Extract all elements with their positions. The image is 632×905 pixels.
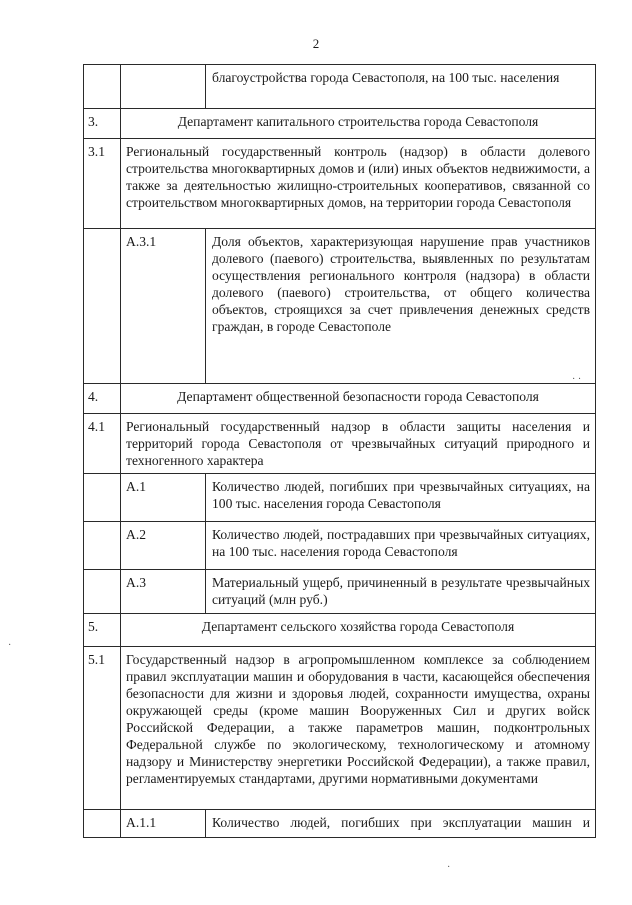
- indicator-code: А.2: [121, 522, 206, 570]
- page-number: 2: [312, 36, 320, 51]
- indicator-text: Количество людей, погибших при эксплуатации машин и: [206, 810, 596, 838]
- department-number: 4.: [84, 384, 121, 414]
- table-row-department: [84, 384, 596, 414]
- table-row-indicator: [84, 229, 596, 384]
- department-title: Департамент капитального строительства города Севастополя: [121, 109, 596, 139]
- department-title: Департамент сельского хозяйства города Севастополя: [121, 614, 596, 647]
- control-number: 4.1: [84, 414, 121, 474]
- department-number: 5.: [84, 614, 121, 647]
- cell-code-empty: [121, 65, 206, 109]
- table-row-department: [84, 614, 596, 647]
- cell-number-empty: [84, 65, 121, 109]
- scan-speck: ·: [447, 862, 451, 873]
- indicator-text: Доля объектов, характеризующая нарушение прав участников долевого (паевого) строительства, выявленных по результатам осуществления регионального контроля (надзора) в области долевого (паевого) строительства, от общего количества объектов, строящихся за счет привлечения денежных средств граждан, в городе Севастополе: [206, 229, 596, 384]
- table-row-control-type: [84, 647, 596, 810]
- indicator-text: Количество людей, погибших при чрезвычайных ситуациях, на 100 тыс. населения города Севастополя: [206, 474, 596, 522]
- control-description: Региональный государственный контроль (надзор) в области долевого строительства многоквартирных домов и (или) иных объектов недвижимости, а также за деятельностью жилищно-строительных кооперативов, связанной со строительством многоквартирных домов, на территории города Севастополя: [121, 139, 596, 229]
- table-row-indicator: [84, 810, 596, 838]
- indicator-code: А.1: [121, 474, 206, 522]
- cell-number-empty: [84, 522, 121, 570]
- cell-number-empty: [84, 474, 121, 522]
- cell-number-empty: [84, 810, 121, 838]
- table-row-indicator: [84, 474, 596, 522]
- scan-speck: · ·: [572, 374, 582, 385]
- cell-number-empty: [84, 570, 121, 614]
- table-row-indicator: [84, 570, 596, 614]
- table-row-indicator: [84, 522, 596, 570]
- table-row-continuation: [84, 65, 596, 109]
- control-description: Региональный государственный надзор в области защиты населения и территорий города Севастополя от чрезвычайных ситуаций природного и техногенного характера: [121, 414, 596, 474]
- table-row-department: [84, 109, 596, 139]
- department-title: Департамент общественной безопасности города Севастополя: [121, 384, 596, 414]
- indicator-code: А.3.1: [121, 229, 206, 384]
- indicator-text: Материальный ущерб, причиненный в результате чрезвычайных ситуаций (млн руб.): [206, 570, 596, 614]
- scan-speck: ·: [8, 640, 12, 651]
- control-description: Государственный надзор в агропромышленном комплексе за соблюдением правил эксплуатации машин и оборудования в части, касающейся обеспечения безопасности для жизни и здоровья людей, сохранности имущества, охраны окружающей среды (кроме машин Вооруженных Сил и других войск Российской Федерации, а также параметров машин, подконтрольных Федеральной службе по экологическому, технологическому и атомному надзору и Министерству энергетики Российской Федерации), а также правил, регламентируемых стандартами, другими нормативными документами: [121, 647, 596, 810]
- cell-number-empty: [84, 229, 121, 384]
- control-number: 3.1: [84, 139, 121, 229]
- department-number: 3.: [84, 109, 121, 139]
- control-number: 5.1: [84, 647, 121, 810]
- table-row-control-type: [84, 139, 596, 229]
- indicators-table: [83, 64, 596, 838]
- indicator-text: благоустройства города Севастополя, на 100 тыс. населения: [206, 65, 596, 109]
- indicator-text: Количество людей, пострадавших при чрезвычайных ситуациях, на 100 тыс. населения города Севастополя: [206, 522, 596, 570]
- indicator-code: А.1.1: [121, 810, 206, 838]
- indicator-code: А.3: [121, 570, 206, 614]
- table-row-control-type: [84, 414, 596, 474]
